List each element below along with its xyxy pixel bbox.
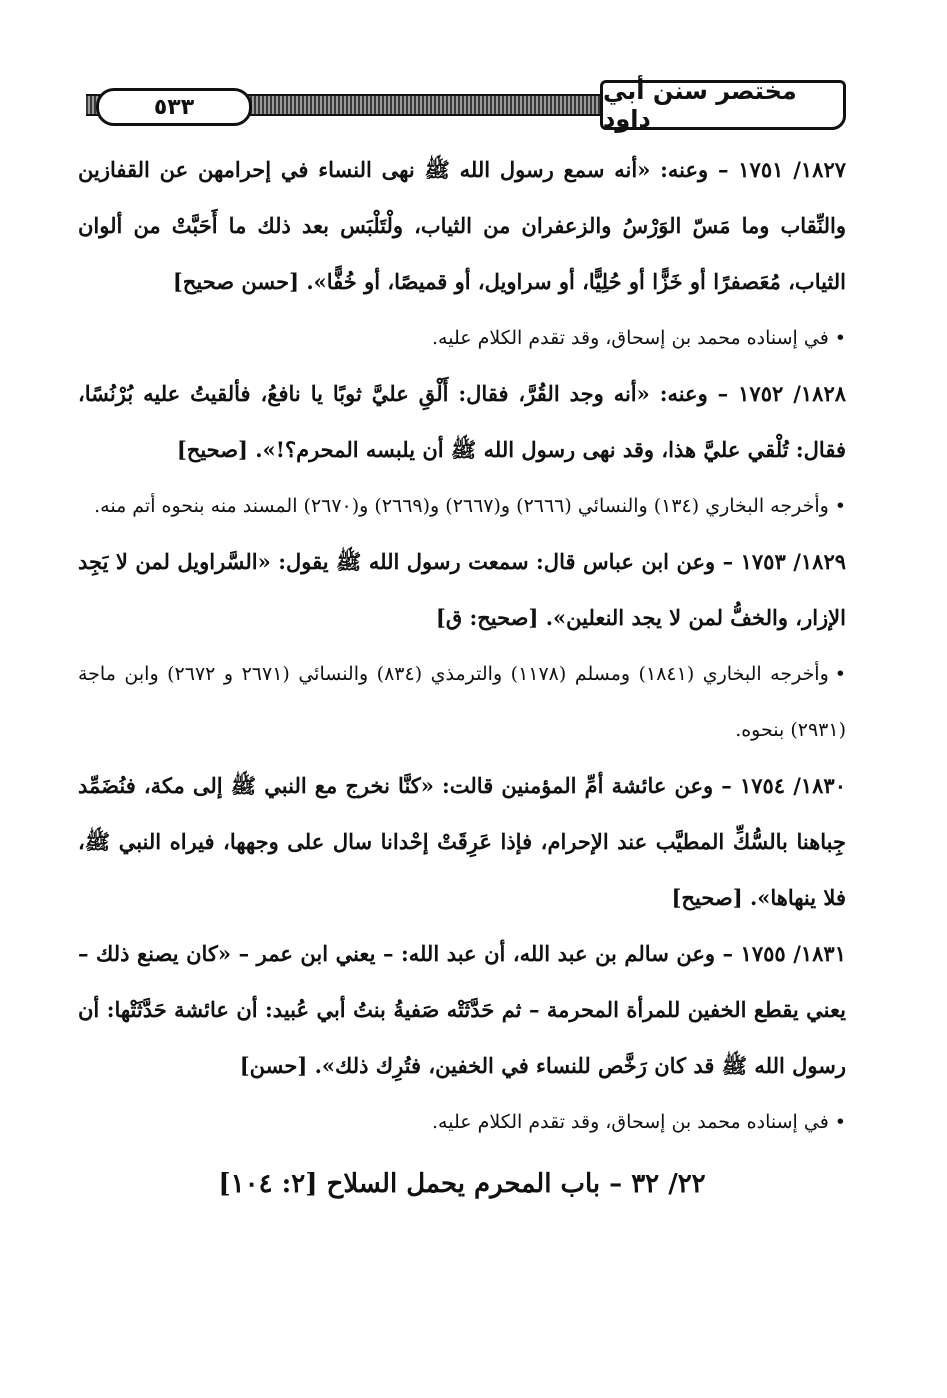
book-title: مختصر سنن أبي داود [600, 80, 846, 130]
bullet-icon: • [834, 495, 846, 517]
bullet-icon: • [834, 1111, 846, 1133]
note-text: وأخرجه البخاري (١٣٤) والنسائي (٢٦٦٦) و(٢٦٦٧) و(٢٦٦٩) و(٢٦٧٠) المسند منه بنحوه أتم منه. [94, 495, 829, 517]
note-isnad-1 [78, 310, 846, 366]
page-body [78, 142, 846, 1214]
hadith-1828: ١٨٢٨/ ١٧٥٢ – وعنه: «أنه وجد القُرَّ، فقال: أَلْقِ عليَّ ثوبًا يا نافعُ، فألقيتُ عليه بُرْنُسًا، فقال: تُلْقي عليَّ هذا، وقد نهى رسول الله ﷺ أن يلبسه المحرم؟!». [صحيح] [78, 381, 847, 462]
page-number: ٥٣٣ [96, 88, 252, 126]
note-text: في إسناده محمد بن إسحاق، وقد تقدم الكلام عليه. [432, 327, 829, 349]
chapter-heading: ٢٢/ ٣٢ – باب المحرم يحمل السلاح [٢: ١٠٤] [218, 1169, 706, 1199]
bullet-icon: • [834, 327, 846, 349]
page-header [78, 77, 846, 133]
note-takhrij-2 [78, 646, 846, 758]
hadith-1831: ١٨٣١/ ١٧٥٥ – وعن سالم بن عبد الله، أن عبد الله: – يعني ابن عمر – «كان يصنع ذلك – يعني يقطع الخفين للمرأة المحرمة – ثم حَدَّثَتْه صَفيةُ بنتُ أبي عُبيد: أن عائشة حَدَّثَتْها: أن رسول الله ﷺ قد كان رَخَّص للنساء في الخفين، فتُرِك ذلك». [حسن] [78, 941, 846, 1078]
note-text: وأخرجه البخاري (١٨٤١) ومسلم (١١٧٨) والترمذي (٨٣٤) والنسائي (٢٦٧١ و ٢٦٧٢) وابن ماجة (٢٩٣١) بنحوه. [78, 663, 846, 741]
bullet-icon: • [834, 663, 846, 685]
note-isnad-2 [78, 1094, 846, 1150]
note-text: في إسناده محمد بن إسحاق، وقد تقدم الكلام عليه. [432, 1111, 829, 1133]
hadith-1830: ١٨٣٠/ ١٧٥٤ – وعن عائشة أمِّ المؤمنين قالت: «كنَّا نخرج مع النبي ﷺ إلى مكة، فنُضَمِّد جِباهنا بالسُّكِّ المطيَّب عند الإحرام، فإذا عَرِقَتْ إحْدانا سال على وجهها، فيراه النبي ﷺ، فلا ينهاها». [صحيح] [78, 773, 846, 910]
hadith-1829: ١٨٢٩/ ١٧٥٣ – وعن ابن عباس قال: سمعت رسول الله ﷺ يقول: «السَّراويل لمن لا يَجِد الإزار، والخفُّ لمن لا يجد النعلين». [صحيح: ق] [78, 549, 847, 630]
hadith-1827: ١٨٢٧/ ١٧٥١ – وعنه: «أنه سمع رسول الله ﷺ نهى النساء في إحرامهن عن القفازين والنِّقاب وما مَسّ الوَرْسُ والزعفران من الثياب، ولْتَلْبَس بعد ذلك ما أَحَبَّتْ من ألوان الثياب، مُعَصفرًا أو خَزًّا أو حُلِيًّا، أو سراويل، أو قميصًا، أو خُفًّا». [حسن صحيح] [78, 157, 847, 294]
note-takhrij-1 [78, 478, 846, 534]
